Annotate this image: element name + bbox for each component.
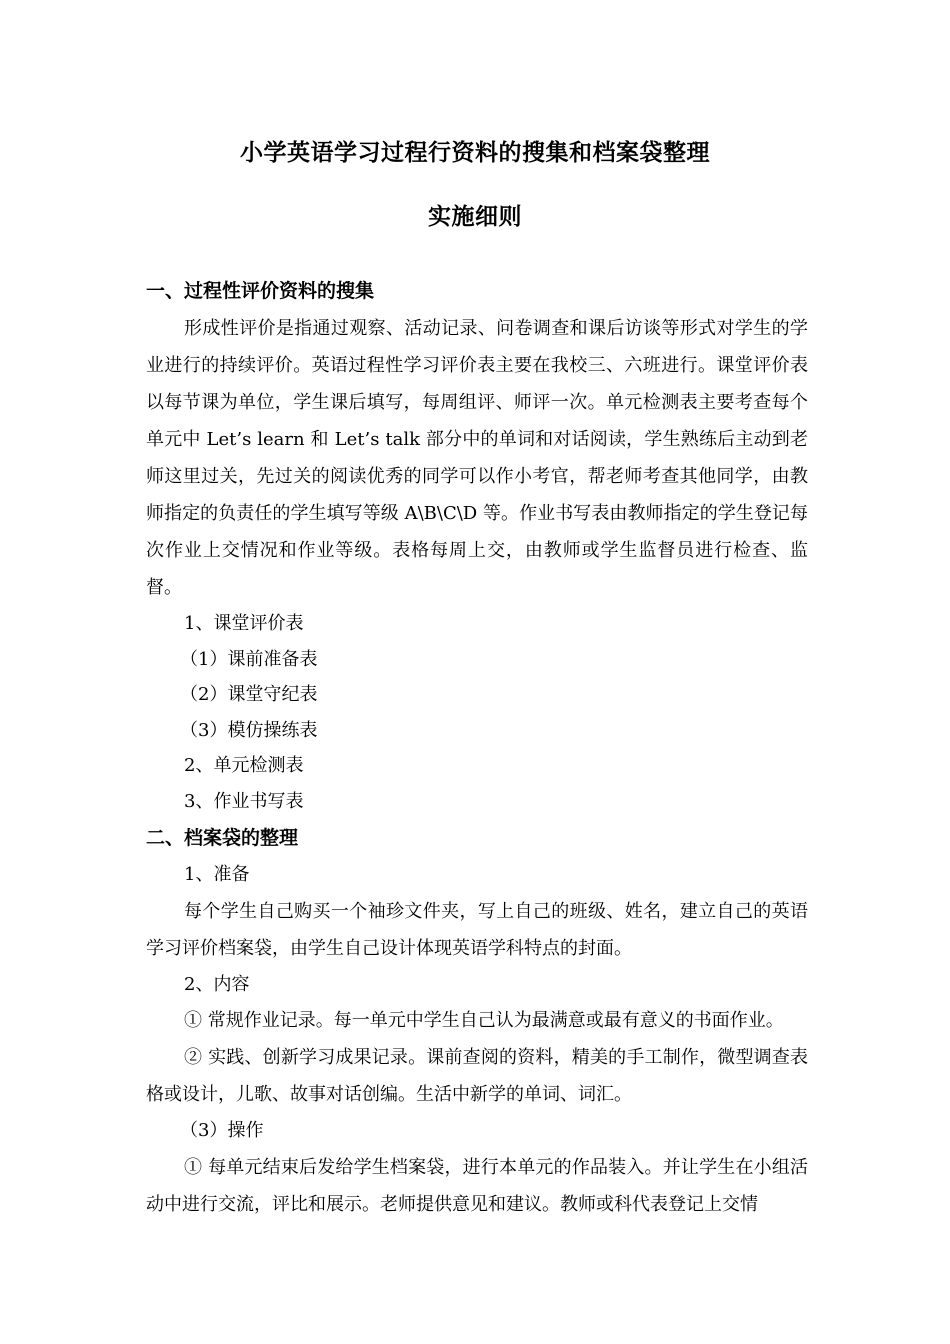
document-subtitle: 实施细则 <box>428 204 522 230</box>
section-2-heading: 二、档案袋的整理 <box>146 827 299 849</box>
section-1-paragraph: 形成性评价是指通过观察、活动记录、问卷调查和课后访谈等形式对学生的学业进行的持续评价。英语过程性学习评价表主要在我校三、六班进行。课堂评价表以每节课为单位，学生课后填写，每周组评、师评一次。单元检测表主要考查每个单元中 Let’s learn 和 Let’s talk 部分中的单词和对话阅读，学生熟练后主动到老师这里过关，先过关的阅读优秀的同学可以作小考官，帮老师考查其他同学，由教师指定的负责任的学生填写等级 A\B\C\D 等。作业书写表由教师指定的学生登记每次作业上交情况和作业等级。表格每周上交，由教师或学生监督员进行检查、监督。 <box>146 318 808 598</box>
paragraph-operation: ① 每单元结束后发给学生档案袋，进行本单元的作品装入。并让学生在小组活动中进行交流，评比和展示。老师提供意见和建议。教师或科代表登记上交情 <box>146 1156 808 1215</box>
paragraph-content-1: ① 常规作业记录。每一单元中学生自己认为最满意或最有意义的书面作业。 <box>184 1010 784 1031</box>
list-item: （1）课前准备表 <box>180 648 318 670</box>
paragraph-content-2: ② 实践、创新学习成果记录。课前查阅的资料，精美的手工制作，微型调查表格或设计，儿歌、故事对话创编。生活中新学的单词、词汇。 <box>146 1047 808 1105</box>
document-title: 小学英语学习过程行资料的搜集和档案袋整理 <box>240 140 710 166</box>
list-item: （3）模仿操练表 <box>180 719 318 741</box>
section-1-heading: 一、过程性评价资料的搜集 <box>146 280 375 302</box>
list-item: 3、作业书写表 <box>184 790 304 812</box>
list-item: 1、课堂评价表 <box>184 613 304 634</box>
document-body <box>146 272 808 1223</box>
paragraph-preparation: 每个学生自己购买一个袖珍文件夹，写上自己的班级、姓名，建立自己的英语学习评价档案袋，由学生自己设计体现英语学科特点的封面。 <box>146 900 808 959</box>
subheading-preparation: 1、准备 <box>184 864 250 885</box>
subheading-operation: （3）操作 <box>180 1120 264 1141</box>
list-item: 2、单元检测表 <box>184 755 304 776</box>
list-item: （2）课堂守纪表 <box>180 684 318 705</box>
subheading-content: 2、内容 <box>184 973 250 995</box>
